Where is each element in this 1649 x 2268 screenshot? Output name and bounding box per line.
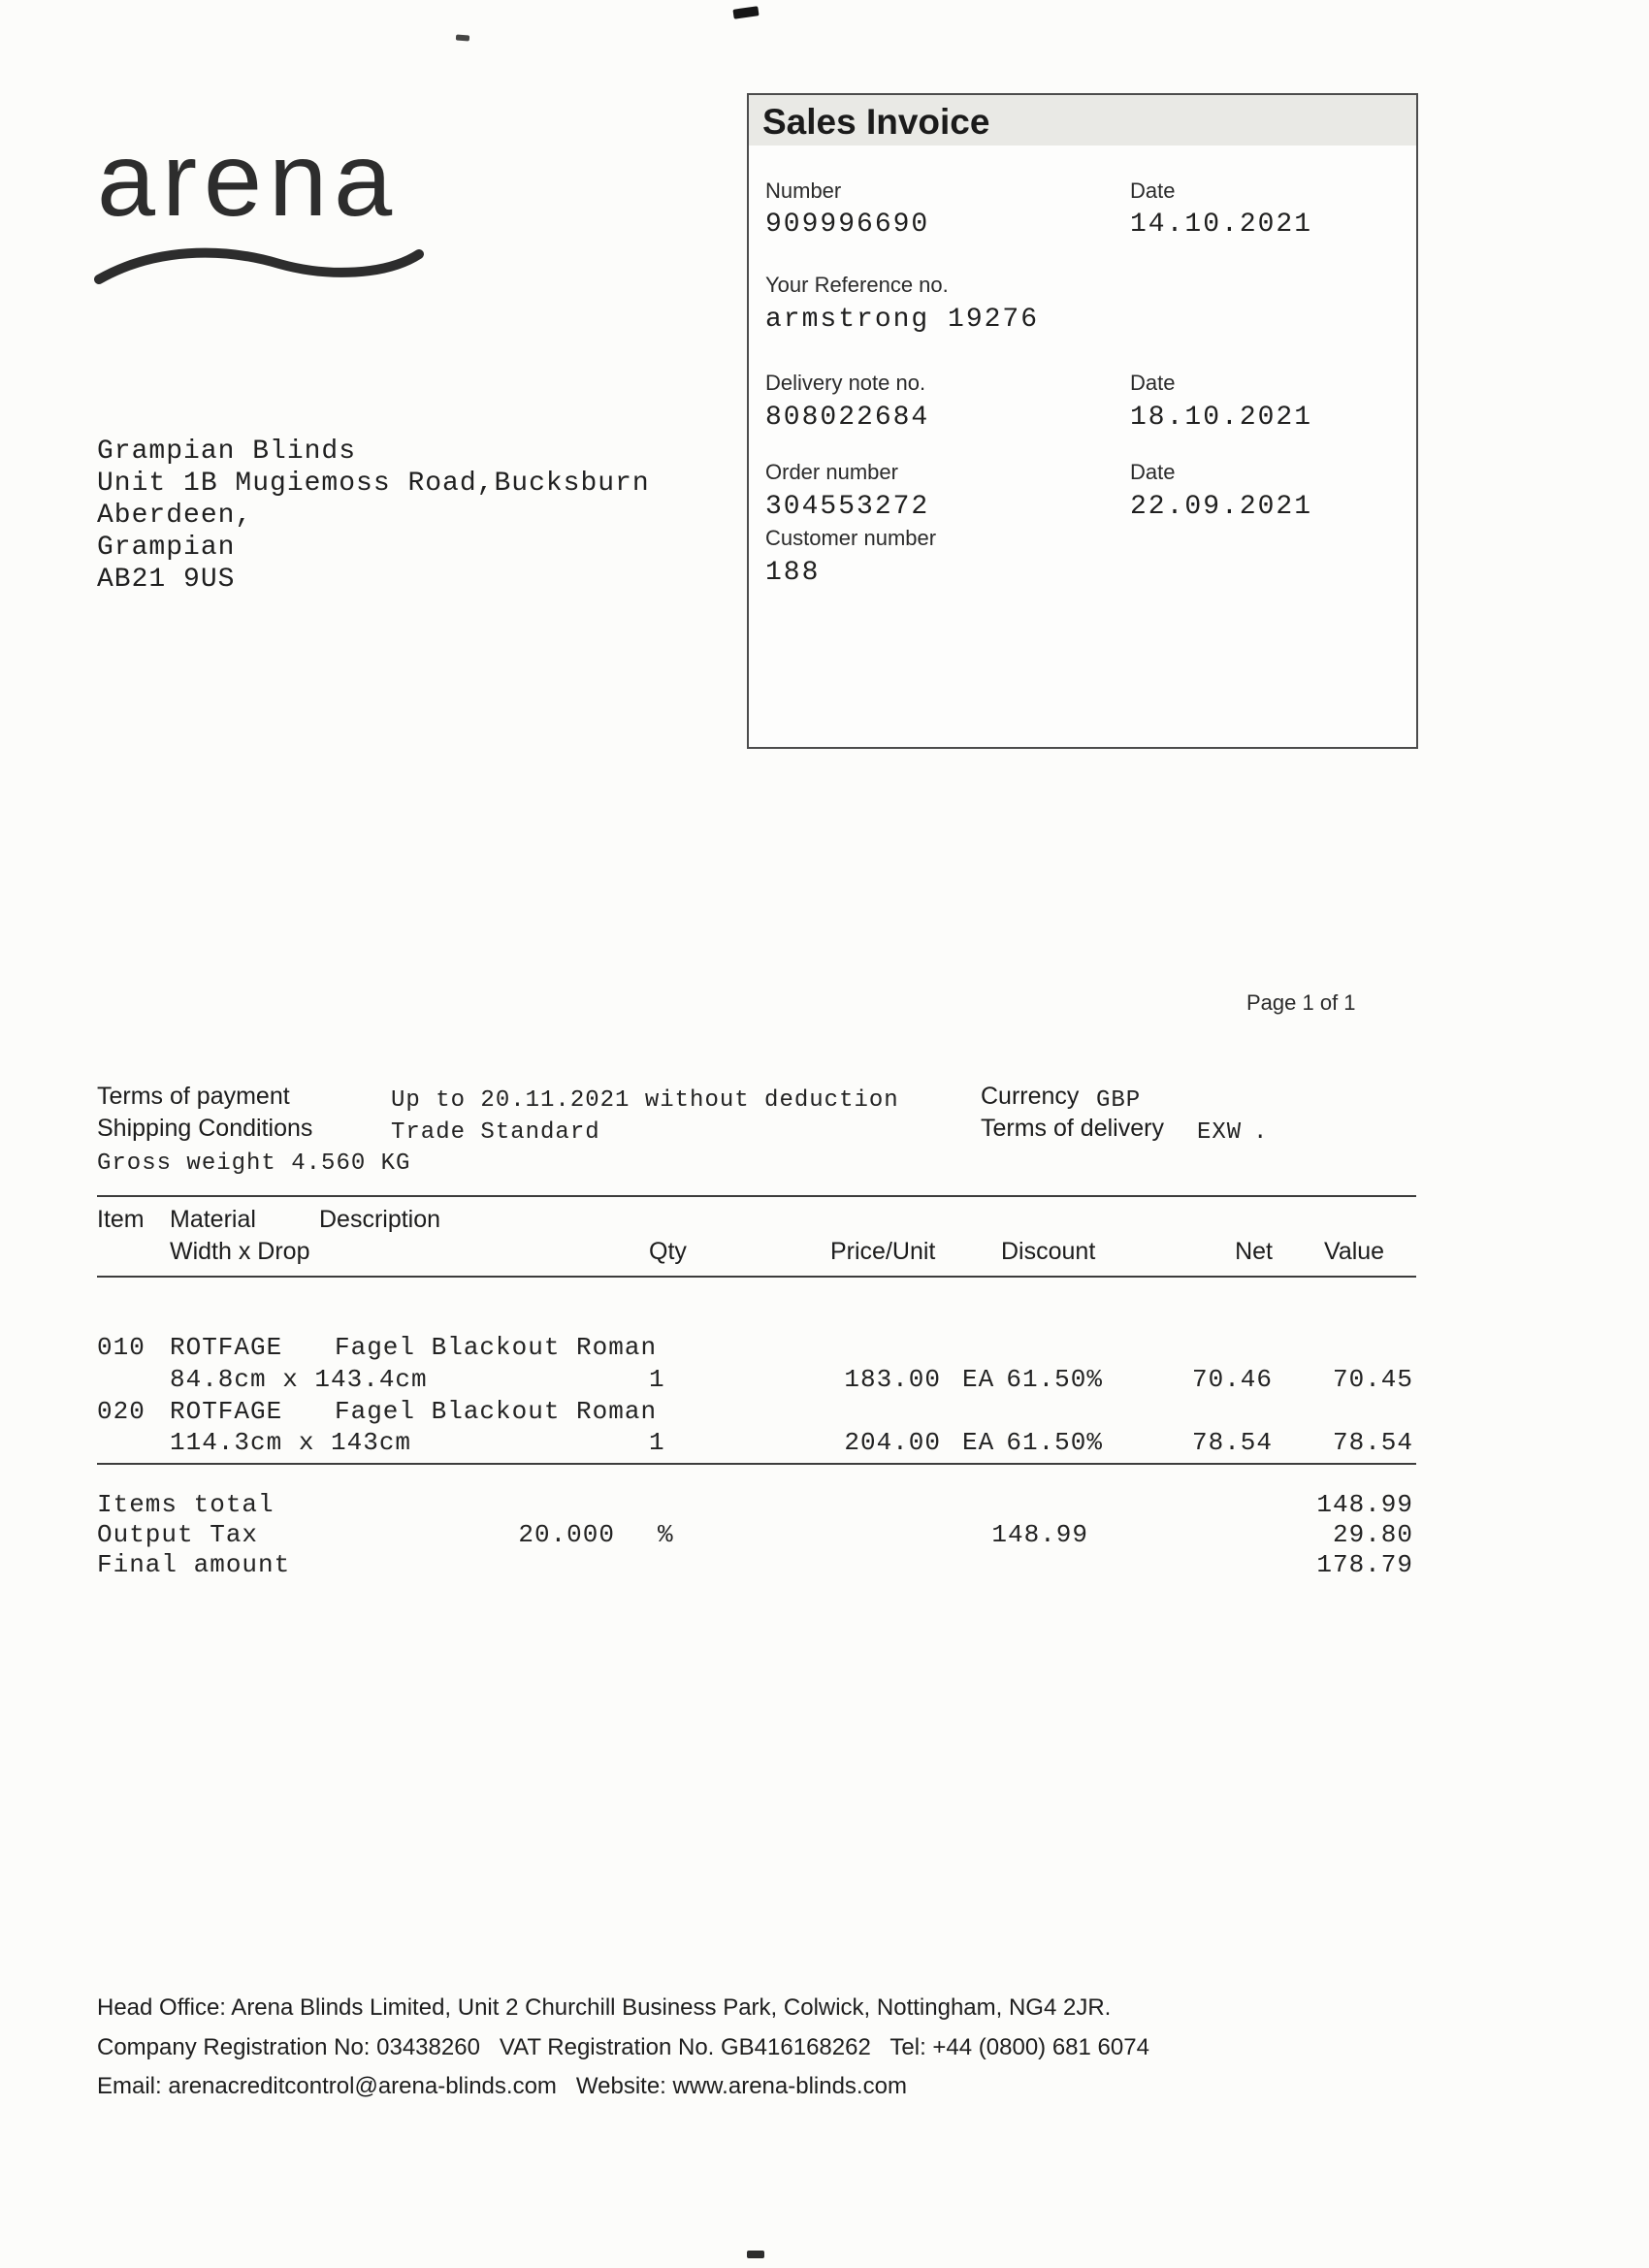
- col-header-value: Value: [1324, 1238, 1385, 1265]
- invoice-number-value: 909996690: [765, 210, 930, 240]
- table-totals-rule: [97, 1463, 1416, 1465]
- shipping-conditions-value: Trade Standard: [391, 1119, 600, 1146]
- delivery-date-label: Date: [1130, 371, 1176, 395]
- row-qty: 1: [649, 1428, 665, 1457]
- currency-label: Currency: [981, 1083, 1080, 1110]
- recipient-line: Grampian: [97, 533, 236, 563]
- row-discount: 61.50%: [1006, 1365, 1103, 1394]
- scan-artifact: [732, 6, 759, 19]
- terms-of-delivery-label: Terms of delivery: [981, 1115, 1164, 1142]
- order-number-value: 304553272: [765, 492, 930, 522]
- row-value: 78.54: [1332, 1428, 1413, 1457]
- row-unit: EA: [962, 1365, 995, 1394]
- col-header-qty: Qty: [649, 1238, 687, 1265]
- row-item: 020: [97, 1397, 146, 1426]
- col-header-net: Net: [1235, 1238, 1273, 1265]
- scan-artifact: [456, 35, 469, 42]
- recipient-line: Unit 1B Mugiemoss Road,Bucksburn: [97, 469, 650, 499]
- footer-contact: Email: arenacreditcontrol@arena-blinds.com Website: www.arena-blinds.com: [97, 2073, 907, 2099]
- table-top-rule: [97, 1195, 1416, 1197]
- delivery-date-value: 18.10.2021: [1130, 403, 1313, 433]
- invoice-date-value: 14.10.2021: [1130, 210, 1313, 240]
- col-header-discount: Discount: [1001, 1238, 1096, 1265]
- order-date-value: 22.09.2021: [1130, 492, 1313, 522]
- row-discount: 61.50%: [1006, 1428, 1103, 1457]
- recipient-line: Aberdeen,: [97, 501, 253, 531]
- row-description: Fagel Blackout Roman: [335, 1333, 658, 1362]
- row-net: 78.54: [1191, 1428, 1273, 1457]
- output-tax-value: 29.80: [1332, 1520, 1413, 1549]
- col-header-width-drop: Width x Drop: [170, 1238, 310, 1265]
- delivery-note-label: Delivery note no.: [765, 371, 926, 395]
- invoice-header-box: [747, 93, 1418, 749]
- order-number-label: Order number: [765, 460, 898, 484]
- reference-value: armstrong 19276: [765, 305, 1040, 335]
- invoice-number-label: Number: [765, 178, 842, 203]
- invoice-date-label: Date: [1130, 178, 1176, 203]
- row-unit: EA: [962, 1428, 995, 1457]
- page-indicator: Page 1 of 1: [1246, 990, 1356, 1015]
- gross-weight: Gross weight 4.560 KG: [97, 1150, 411, 1177]
- output-tax-percent-sign: %: [658, 1520, 674, 1549]
- row-value: 70.45: [1332, 1365, 1413, 1394]
- output-tax-base: 148.99: [991, 1520, 1088, 1549]
- row-price: 204.00: [844, 1428, 941, 1457]
- arena-logo-swoosh: [93, 241, 427, 293]
- currency-value: GBP: [1096, 1087, 1142, 1114]
- footer-registration: Company Registration No: 03438260 VAT Registration No. GB416168262 Tel: +44 (0800) 681 6074: [97, 2034, 1149, 2060]
- final-amount-value: 178.79: [1316, 1550, 1413, 1579]
- row-material: ROTFAGE: [170, 1333, 283, 1362]
- col-header-item: Item: [97, 1206, 145, 1233]
- terms-of-delivery-value: EXW: [1197, 1119, 1243, 1146]
- row-price: 183.00: [844, 1365, 941, 1394]
- final-amount-label: Final amount: [97, 1550, 291, 1579]
- recipient-line: Grampian Blinds: [97, 437, 357, 467]
- shipping-conditions-label: Shipping Conditions: [97, 1115, 313, 1142]
- arena-logo-text: arena: [97, 120, 400, 238]
- scan-artifact: [747, 2251, 764, 2258]
- delivery-note-value: 808022684: [765, 403, 930, 433]
- items-total-label: Items total: [97, 1490, 275, 1519]
- row-net: 70.46: [1191, 1365, 1273, 1394]
- footer-head-office: Head Office: Arena Blinds Limited, Unit 2 Churchill Business Park, Colwick, Nottingham, NG4 2JR.: [97, 1994, 1112, 2021]
- row-dimensions: 114.3cm x 143cm: [170, 1428, 412, 1457]
- row-qty: 1: [649, 1365, 665, 1394]
- items-total-value: 148.99: [1316, 1490, 1413, 1519]
- output-tax-rate: 20.000: [518, 1520, 615, 1549]
- order-date-label: Date: [1130, 460, 1176, 484]
- row-dimensions: 84.8cm x 143.4cm: [170, 1365, 428, 1394]
- row-item: 010: [97, 1333, 146, 1362]
- col-header-price-unit: Price/Unit: [830, 1238, 936, 1265]
- terms-of-payment-label: Terms of payment: [97, 1083, 290, 1110]
- reference-label: Your Reference no.: [765, 273, 949, 297]
- recipient-line: AB21 9US: [97, 565, 236, 595]
- customer-number-label: Customer number: [765, 526, 937, 550]
- output-tax-label: Output Tax: [97, 1520, 259, 1549]
- col-header-material: Material: [170, 1206, 256, 1233]
- customer-number-value: 188: [765, 558, 821, 588]
- invoice-title: Sales Invoice: [762, 102, 990, 142]
- terms-of-payment-value: Up to 20.11.2021 without deduction: [391, 1087, 899, 1114]
- table-header-rule: [97, 1276, 1416, 1278]
- col-header-description: Description: [319, 1206, 441, 1233]
- row-description: Fagel Blackout Roman: [335, 1397, 658, 1426]
- row-material: ROTFAGE: [170, 1397, 283, 1426]
- terms-of-delivery-suffix: .: [1253, 1119, 1269, 1146]
